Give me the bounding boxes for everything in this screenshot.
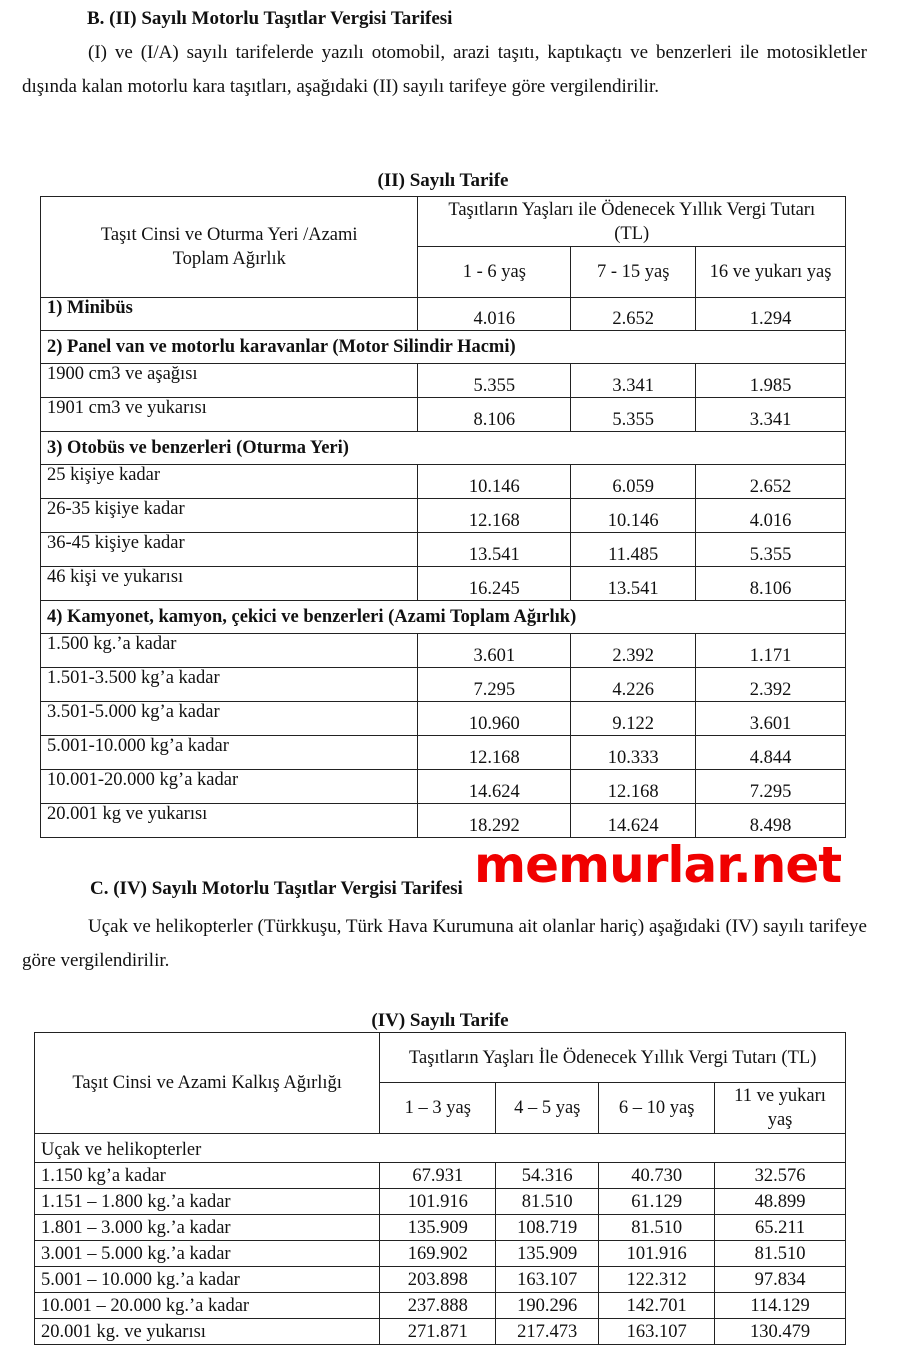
table2-row — [41, 364, 846, 398]
table4-row-label: 10.001 – 20.000 kg.’a kadar — [35, 1293, 380, 1319]
table2-cell-value: 10.146 — [571, 499, 696, 533]
table2-row — [41, 398, 846, 432]
table4-cell-value: 81.510 — [599, 1215, 715, 1241]
table2-cell-value: 14.624 — [571, 804, 696, 838]
table4-row — [35, 1319, 846, 1345]
table2-row — [41, 533, 846, 567]
table2-row — [41, 702, 846, 736]
table4-cell-value: 142.701 — [599, 1293, 715, 1319]
table2-row-label: 3.501-5.000 kg’a kadar — [41, 702, 418, 736]
table4-row-label: 1.151 – 1.800 kg.’a kadar — [35, 1189, 380, 1215]
table2-row-label: 1.501-3.500 kg’a kadar — [41, 668, 418, 702]
table4-row — [35, 1267, 846, 1293]
table4-cell-value: 67.931 — [380, 1163, 496, 1189]
table2-header-age-col: 16 ve yukarı yaş — [696, 247, 846, 298]
table2-caption: (II) Sayılı Tarife — [377, 170, 509, 191]
table2-row — [41, 668, 846, 702]
table2-row — [41, 499, 846, 533]
table2-row-label: 1) Minibüs — [41, 298, 418, 331]
table4-cell-value: 101.916 — [380, 1189, 496, 1215]
table2-group-label: 4) Kamyonet, kamyon, çekici ve benzerleri (Azami Toplam Ağırlık) — [41, 601, 846, 634]
table4-header-age-col: 6 – 10 yaş — [599, 1083, 715, 1134]
table2-group-row — [41, 432, 846, 465]
table4-cell-value: 203.898 — [380, 1267, 496, 1293]
table2-cell-value: 4.016 — [418, 298, 571, 331]
table4-cell-value: 114.129 — [715, 1293, 846, 1319]
table2 — [40, 196, 846, 838]
table2-cell-value: 12.168 — [418, 736, 571, 770]
table4-cell-value: 81.510 — [715, 1241, 846, 1267]
table4-cell-value: 40.730 — [599, 1163, 715, 1189]
table2-cell-value: 14.624 — [418, 770, 571, 804]
table2-cell-value: 3.341 — [571, 364, 696, 398]
table4 — [34, 1032, 846, 1345]
table4-cell-value: 237.888 — [380, 1293, 496, 1319]
table2-group-row — [41, 331, 846, 364]
table4-header-group: Taşıtların Yaşları İle Ödenecek Yıllık Vergi Tutarı (TL) — [380, 1033, 846, 1083]
table2-cell-value: 1.171 — [696, 634, 846, 668]
table4-row — [35, 1293, 846, 1319]
table2-cell-value: 3.341 — [696, 398, 846, 432]
table4-header-age-col: 1 – 3 yaş — [380, 1083, 496, 1134]
table4-row — [35, 1163, 846, 1189]
table2-row-label: 46 kişi ve yukarısı — [41, 567, 418, 601]
watermark-logo: memurlar.net — [474, 836, 842, 894]
table2-row-label: 25 kişiye kadar — [41, 465, 418, 499]
table2-cell-value: 5.355 — [696, 533, 846, 567]
table2-row-label: 1.500 kg.’a kadar — [41, 634, 418, 668]
table4-row-label: 1.801 – 3.000 kg.’a kadar — [35, 1215, 380, 1241]
table4-row-label: 1.150 kg’a kadar — [35, 1163, 380, 1189]
section-c-paragraph: Uçak ve helikopterler (Türkkuşu, Türk Hava Kurumuna ait olanlar hariç) aşağıdaki (IV) sayılı tarifeye göre vergilendirilir. — [22, 916, 867, 971]
table2-row — [41, 465, 846, 499]
table2-row — [41, 298, 846, 331]
table2-cell-value: 9.122 — [571, 702, 696, 736]
table2-row — [41, 567, 846, 601]
table2-cell-value: 2.652 — [696, 465, 846, 499]
table2-cell-value: 10.333 — [571, 736, 696, 770]
table4-row-label: 5.001 – 10.000 kg.’a kadar — [35, 1267, 380, 1293]
table2-cell-value: 5.355 — [571, 398, 696, 432]
table4-group-row: Uçak ve helikopterler — [35, 1134, 846, 1163]
table2-cell-value: 5.355 — [418, 364, 571, 398]
table2-cell-value: 12.168 — [571, 770, 696, 804]
table4-header-age-col: 4 – 5 yaş — [496, 1083, 599, 1134]
table2-row-label: 10.001-20.000 kg’a kadar — [41, 770, 418, 804]
table4-cell-value: 190.296 — [496, 1293, 599, 1319]
table4-row — [35, 1189, 846, 1215]
table4-row — [35, 1215, 846, 1241]
table2-cell-value: 16.245 — [418, 567, 571, 601]
table2-row-label: 20.001 kg ve yukarısı — [41, 804, 418, 838]
table4-cell-value: 122.312 — [599, 1267, 715, 1293]
table2-cell-value: 2.392 — [696, 668, 846, 702]
table2-cell-value: 2.652 — [571, 298, 696, 331]
table4-row — [35, 1241, 846, 1267]
table2-cell-value: 7.295 — [696, 770, 846, 804]
table2-cell-value: 8.106 — [696, 567, 846, 601]
table2-row — [41, 770, 846, 804]
table4-cell-value: 135.909 — [496, 1241, 599, 1267]
section-c-heading: C. (IV) Sayılı Motorlu Taşıtlar Vergisi Tarifesi — [90, 878, 463, 899]
table2-row — [41, 634, 846, 668]
table4-row-label: 3.001 – 5.000 kg.’a kadar — [35, 1241, 380, 1267]
table2-cell-value: 4.226 — [571, 668, 696, 702]
table2-cell-value: 8.106 — [418, 398, 571, 432]
table2-row-label: 1900 cm3 ve aşağısı — [41, 364, 418, 398]
table4-cell-value: 54.316 — [496, 1163, 599, 1189]
table4-cell-value: 130.479 — [715, 1319, 846, 1345]
table4-cell-value: 271.871 — [380, 1319, 496, 1345]
table2-row — [41, 804, 846, 838]
table4-cell-value: 65.211 — [715, 1215, 846, 1241]
table2-row-label: 36-45 kişiye kadar — [41, 533, 418, 567]
table2-header-age-col: 7 - 15 yaş — [571, 247, 696, 298]
table2-group-label: 3) Otobüs ve benzerleri (Oturma Yeri) — [41, 432, 846, 465]
table2-cell-value: 1.294 — [696, 298, 846, 331]
section-b-paragraph: (I) ve (I/A) sayılı tarifelerde yazılı otomobil, arazi taşıtı, kaptıkaçtı ve benzerleri ile motosikletler dışında kalan motorlu kara taşıtları, aşağıdaki (II) sayılı tarifeye göre vergilendirilir. — [22, 42, 867, 97]
table2-header-group: Taşıtların Yaşları ile Ödenecek Yıllık Vergi Tutarı (TL) — [418, 197, 846, 247]
table2-cell-value: 18.292 — [418, 804, 571, 838]
table2-row-label: 1901 cm3 ve yukarısı — [41, 398, 418, 432]
table2-header-vehicle: Taşıt Cinsi ve Oturma Yeri /Azami Toplam Ağırlık — [41, 197, 418, 298]
table4-caption: (IV) Sayılı Tarife — [371, 1010, 509, 1031]
table2-header-age-col: 1 - 6 yaş — [418, 247, 571, 298]
table2-group-label: 2) Panel van ve motorlu karavanlar (Motor Silindir Hacmi) — [41, 331, 846, 364]
table2-cell-value: 12.168 — [418, 499, 571, 533]
table2-cell-value: 7.295 — [418, 668, 571, 702]
table2-cell-value: 3.601 — [696, 702, 846, 736]
table2-row — [41, 736, 846, 770]
table4-cell-value: 32.576 — [715, 1163, 846, 1189]
table4-cell-value: 217.473 — [496, 1319, 599, 1345]
table4-cell-value: 108.719 — [496, 1215, 599, 1241]
table2-row-label: 26-35 kişiye kadar — [41, 499, 418, 533]
table4-cell-value: 81.510 — [496, 1189, 599, 1215]
table2-cell-value: 2.392 — [571, 634, 696, 668]
table2-group-row — [41, 601, 846, 634]
table2-cell-value: 1.985 — [696, 364, 846, 398]
table4-header-age-col: 11 ve yukarı yaş — [715, 1083, 846, 1134]
table2-cell-value: 11.485 — [571, 533, 696, 567]
table2-cell-value: 10.146 — [418, 465, 571, 499]
table2-cell-value: 6.059 — [571, 465, 696, 499]
table4-cell-value: 163.107 — [599, 1319, 715, 1345]
table2-cell-value: 10.960 — [418, 702, 571, 736]
table2-cell-value: 3.601 — [418, 634, 571, 668]
table2-cell-value: 8.498 — [696, 804, 846, 838]
table2-cell-value: 13.541 — [418, 533, 571, 567]
table4-cell-value: 48.899 — [715, 1189, 846, 1215]
table4-cell-value: 163.107 — [496, 1267, 599, 1293]
table4-cell-value: 61.129 — [599, 1189, 715, 1215]
table2-cell-value: 4.844 — [696, 736, 846, 770]
table4-cell-value: 169.902 — [380, 1241, 496, 1267]
table2-cell-value: 4.016 — [696, 499, 846, 533]
table4-header-vehicle: Taşıt Cinsi ve Azami Kalkış Ağırlığı — [35, 1033, 380, 1134]
table4-cell-value: 135.909 — [380, 1215, 496, 1241]
table2-cell-value: 13.541 — [571, 567, 696, 601]
table4-cell-value: 101.916 — [599, 1241, 715, 1267]
table2-row-label: 5.001-10.000 kg’a kadar — [41, 736, 418, 770]
section-b-heading: B. (II) Sayılı Motorlu Taşıtlar Vergisi Tarifesi — [87, 8, 453, 29]
table4-row-label: 20.001 kg. ve yukarısı — [35, 1319, 380, 1345]
table4-cell-value: 97.834 — [715, 1267, 846, 1293]
